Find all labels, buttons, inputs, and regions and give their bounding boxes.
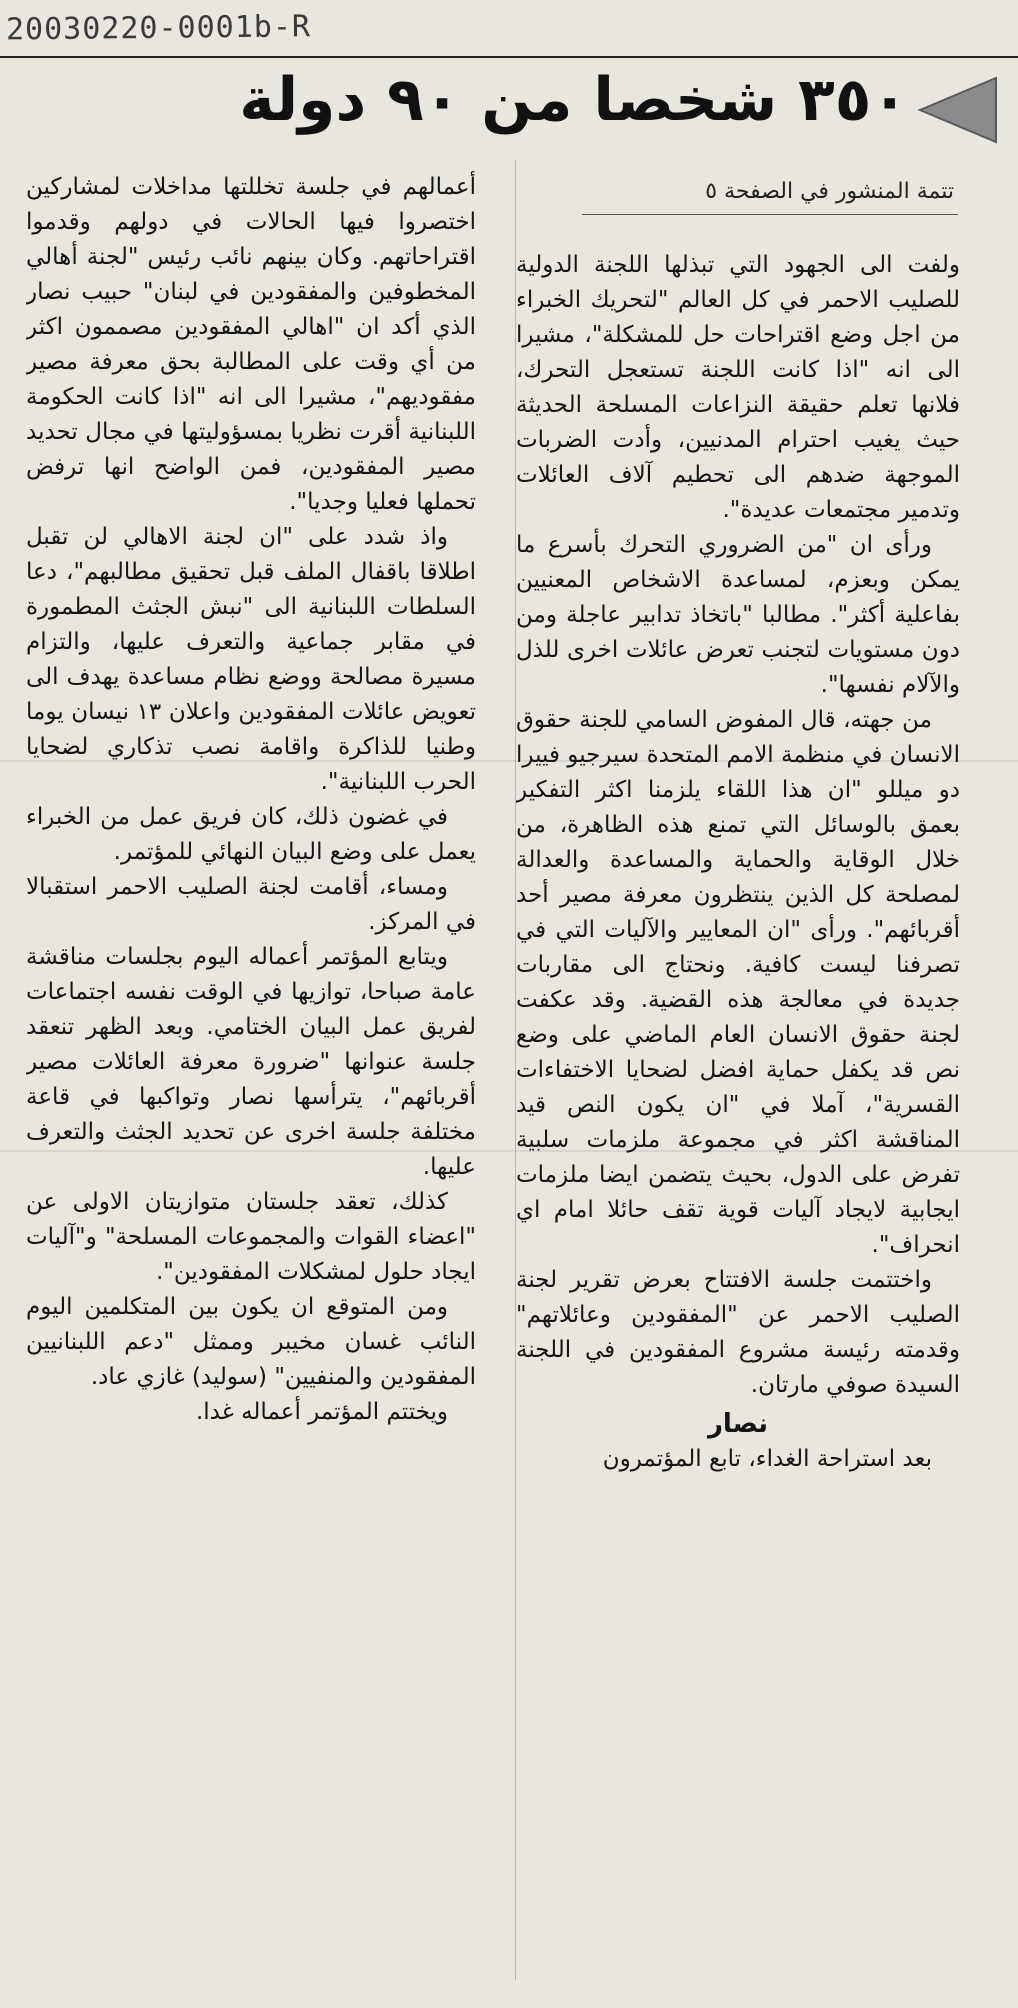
byline: نصار [707,1409,769,1439]
headline: ٣٥٠ شخصا من ٩٠ دولة [239,65,908,135]
paragraph: في غضون ذلك، كان فريق عمل من الخبراء يعمل على وضع البيان النهائي للمؤتمر. [26,804,476,865]
paragraph: واذ شدد على "ان لجنة الاهالي لن تقبل اطلاقا باقفال الملف قبل تحقيق مطالبهم"، دعا السلطات اللبنانية الى "نبش الجثث المطمورة في مقابر جماعية والتعرف عليها، والتزام مسيرة مصالحة ووضع نظام مساعدة يهدف الى تعويض عائلات المفقودين واعلان ١٣ نيسان يوما وطنيا للذاكرة واقامة نصب تذكاري لضحايا الحرب اللبنانية". [26,524,476,795]
paragraph: واختتمت جلسة الافتتاح بعرض تقرير لجنة الصليب الاحمر عن "المفقودين وعائلاتهم" وقدمته رئيسة مشروع المفقودين في اللجنة السيدة صوفي مارتان. [516,1267,960,1398]
paragraph: من جهته، قال المفوض السامي للجنة حقوق الانسان في منظمة الامم المتحدة سيرجيو فييرا دو ميللو "ان هذا اللقاء يلزمنا اكثر التفكير بعمق بالوسائل التي تمنع هذه الظاهرة، من خلال الوقاية والحماية والمساعدة والعدالة لمصلحة كل الذين ينتظرون معرفة مصير أحد أقربائهم". ورأى "ان المعايير والآليات التي في تصرفنا ليست كافية. ونحتاج الى مقاربات جديدة في معالجة هذه القضية. وقد عكفت لجنة حقوق الانسان العام الماضي على وضع نص قد يكفل حماية افضل لضحايا الاختفاءات القسرية"، آملا في "ان يكون النص قيد المناقشة اكثر في مجموعة ملزمات سلبية تفرض على الدول، بحيث يتضمن ايضا ملزمات ايجابية لايجاد آليات قوية تقف حائلا امام اي انحراف". [516,707,960,1258]
paragraph: ويتابع المؤتمر أعماله اليوم بجلسات مناقشة عامة صباحا، توازيها في الوقت نفسه اجتماعات لفريق عمل البيان الختامي. وبعد الظهر تنعقد جلسة عنوانها "ضرورة معرفة العائلات مصير أقربائهم"، يترأسها نصار وتواكبها في قاعة مختلفة جلسة اخرى عن تحديد الجثث والتعرف عليها. [26,944,476,1180]
paragraph: ومساء، أقامت لجنة الصليب الاحمر استقبالا في المركز. [26,874,476,935]
paragraph: ومن المتوقع ان يكون بين المتكلمين اليوم النائب غسان مخيبر وممثل "دعم اللبنانيين المفقودين والمنفيين" (سوليد) غازي عاد. [26,1294,476,1390]
paragraph: ورأى ان "من الضروري التحرك بأسرع ما يمكن وبعزم، لمساعدة الاشخاص المعنيين بفاعلية أكثر". مطالبا "باتخاذ تدابير عاجلة ومن دون مستويات لتجنب تعرض عائلات اخرى للذل والآلام نفسها". [516,532,960,698]
continuation-note: تتمة المنشور في الصفحة ٥ [705,179,954,204]
paragraph: بعد استراحة الغداء، تابع المؤتمرون [602,1446,932,1472]
arrow-left-icon [916,74,998,146]
paragraph: ويختتم المؤتمر أعماله غدا. [195,1399,448,1425]
article-column-left [26,170,476,1930]
paragraph: أعمالهم في جلسة تخللتها مداخلات لمشاركين اختصروا فيها الحالات في دولهم وقدموا اقتراحاتهم. وكان بينهم نائب رئيس "لجنة أهالي المخطوفين والمفقودين في لبنان" حبيب نصار الذي أكد ان "اهالي المفقودين مصممون اكثر من أي وقت على المطالبة بحق معرفة مصير مفقوديهم"، مشيرا الى انه "اذا كانت الحكومة اللبنانية أقرت نظريا بمسؤوليتها في مجال تحديد مصير المفقودين، فمن الواضح انها ترفض تحملها فعليا وجديا". [26,174,476,515]
scan-id-handwritten: 20030220-0001b-R [5,9,312,48]
top-rule [0,56,1018,58]
article-column-right [516,248,960,2008]
paragraph: ولفت الى الجهود التي تبذلها اللجنة الدولية للصليب الاحمر في كل العالم "لتحريك الخبراء من اجل وضع اقتراحات حل للمشكلة"، مشيرا الى انه "اذا كانت اللجنة تستعجل التحرك، فلانها تعلم حقيقة النزاعات المسلحة الحديثة حيث يغيب احترام المدنيين، وأدت الضربات الموجهة ضدهم الى تحطيم آلاف العائلات وتدمير مجتمعات عديدة". [516,252,960,523]
paragraph: كذلك، تعقد جلستان متوازيتان الاولى عن "اعضاء القوات والمجموعات المسلحة" و"آليات ايجاد حلول لمشكلات المفقودين". [26,1189,476,1285]
subhead-rule [582,214,958,215]
